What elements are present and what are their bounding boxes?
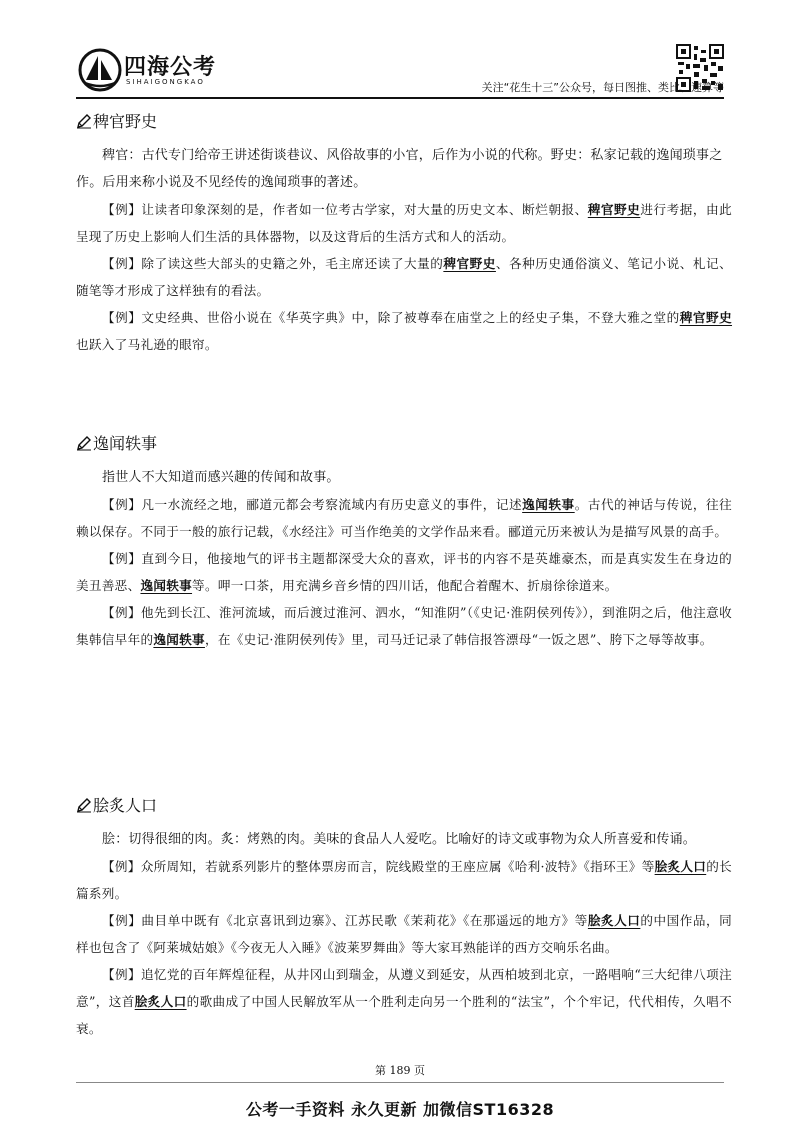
highlighted-term: 稗官野史 (587, 202, 641, 217)
logo-chinese-name: 四海公考 (124, 55, 217, 80)
example-paragraph: 【例】他先到长江、淮河流域，而后渡过淮河、泗水，“知淮阴”（《史记·淮阴侯列传》），到淮阴之后，他注意收集韩信早年的逸闻轶事，在《史记·淮阴侯列传》里，司马迁记录了韩信报答漂母“一饭之恩”、胯下之辱等故事。 (76, 605, 732, 647)
definition: 脍：切得很细的肉。炙：烤熟的肉。美味的食品人人爱吃。比喻好的诗文或事物为众人所喜爱和传诵。 (102, 832, 697, 847)
header-divider (76, 97, 724, 99)
highlighted-term: 脍炙人口 (654, 859, 707, 874)
pencil-icon (76, 435, 92, 451)
header-slogan: 关注“花生十三”公众号，每日图推、类比、速算等 (481, 81, 724, 94)
section-title (76, 432, 732, 456)
example-paragraph: 【例】文史经典、世俗小说在《华英字典》中，除了被尊奉在庙堂之上的经史子集，不登大雅之堂的稗官野史也跃入了马礼逊的眼帘。 (76, 310, 733, 352)
section-title (76, 794, 732, 818)
highlighted-term: 逸闻轶事 (522, 497, 575, 512)
footer-divider (76, 1082, 724, 1083)
sailboat-logo-icon (78, 48, 122, 92)
highlighted-term: 脍炙人口 (134, 994, 187, 1009)
example-paragraph: 【例】凡一水流经之地，郦道元都会考察流域内有历史意义的事件，记述逸闻轶事。古代的神话与传说，往往赖以保存。不同于一般的旅行记载，《水经注》可当作绝美的文学作品来看。郦道元历来被认为是描写风景的高手。 (76, 497, 733, 539)
example-paragraph: 【例】曲目单中既有《北京喜讯到边寨》、江苏民歌《茉莉花》《在那遥远的地方》等脍炙人口的中国作品，同样也包含了《阿莱城姑娘》《今夜无人入睡》《波莱罗舞曲》等大家耳熟能详的西方交响乐名曲。 (76, 913, 732, 955)
footer-text: 公考一手资料 永久更新 加微信ST16328 (245, 1100, 555, 1119)
pencil-icon (76, 113, 92, 129)
section-title (76, 110, 732, 134)
definition: 指世人不大知道而感兴趣的传闻和故事。 (102, 470, 340, 485)
page-header (0, 0, 800, 100)
section-title-text: 脍炙人口 (93, 796, 158, 815)
pencil-icon (76, 797, 92, 813)
section-title-text: 逸闻轶事 (93, 434, 158, 453)
definition: 稗官：古代专门给帝王讲述街谈巷议、风俗故事的小官，后作为小说的代称。野史：私家记载的逸闻琐事之作。后用来称小说及不见经传的逸闻琐事的著述。 (76, 148, 723, 190)
example-paragraph: 【例】除了读这些大部头的史籍之外，毛主席还读了大量的稗官野史、各种历史通俗演义、笔记小说、札记、随笔等才形成了这样独有的看法。 (76, 256, 733, 298)
highlighted-term: 脍炙人口 (587, 913, 641, 928)
highlighted-term: 逸闻轶事 (140, 578, 193, 593)
brand-logo (78, 48, 228, 98)
highlighted-term: 稗官野史 (679, 310, 733, 325)
logo-english-name: SIHAIGONGKAO (126, 78, 205, 86)
example-paragraph: 【例】直到今日，他接地气的评书主题都深受大众的喜欢，评书的内容不是英雄豪杰，而是真实发生在身边的美丑善恶、逸闻轶事等。呷一口茶，用充满乡音乡情的四川话，他配合着醒木、折扇徐徐道来。 (76, 551, 732, 593)
example-paragraph: 【例】众所周知，若就系列影片的整体票房而言，院线殿堂的王座应属《哈利·波特》《指环王》等脍炙人口的长篇系列。 (76, 859, 732, 901)
highlighted-term: 逸闻轶事 (153, 632, 205, 647)
example-paragraph: 【例】追忆党的百年辉煌征程，从井冈山到瑞金，从遵义到延安，从西柏坡到北京，一路唱响“三大纪律八项注意”，这首脍炙人口的歌曲成了中国人民解放军从一个胜利走向另一个胜利的“法宝”，个个牢记，代代相传，久唱不衰。 (76, 967, 732, 1036)
idiom-section (76, 110, 732, 358)
example-paragraph: 【例】让读者印象深刻的是，作者如一位考古学家，对大量的历史文本、断烂朝报、稗官野史进行考据，由此呈现了历史上影响人们生活的具体器物，以及这背后的生活方式和人的活动。 (76, 202, 732, 244)
highlighted-term: 稗官野史 (443, 256, 496, 271)
idiom-section (76, 794, 732, 1042)
page-number: 第 189 页 (375, 1064, 425, 1077)
idiom-section (76, 432, 732, 653)
section-title-text: 稗官野史 (93, 112, 158, 131)
